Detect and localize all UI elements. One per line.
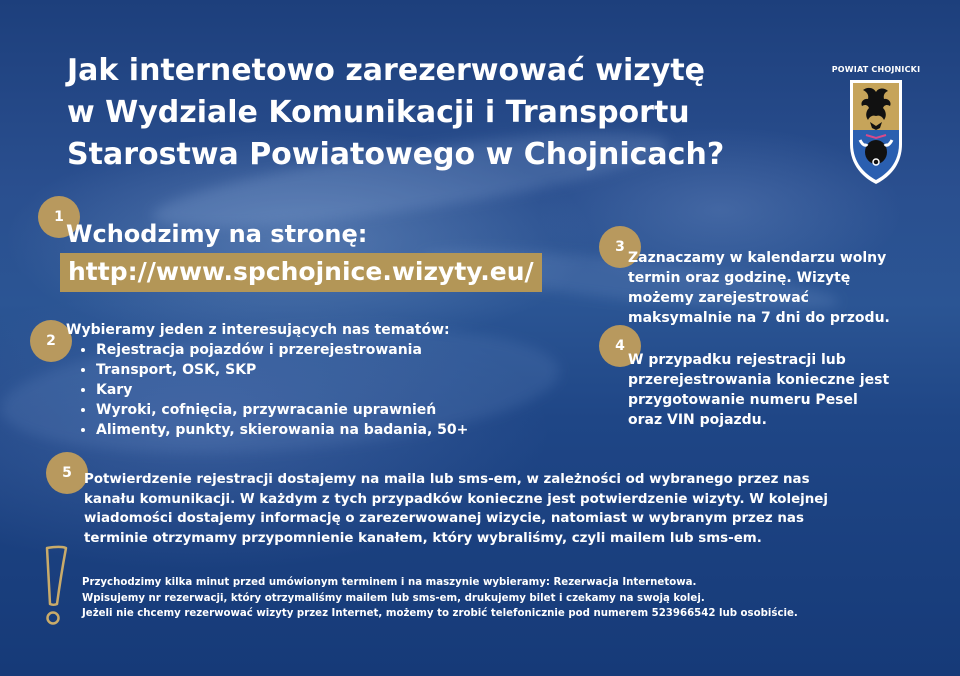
county-crest-icon (830, 78, 922, 186)
url-highlight-box (60, 253, 542, 292)
county-crest (830, 65, 922, 190)
step3-line: termin oraz godzinę. Wizytę (628, 270, 851, 286)
step5-line: terminie otrzymamy przypomnienie kanałem, który wybraliśmy, czyli mailem lub sms-em. (84, 530, 762, 546)
step2-intro: Wybieramy jeden z interesujących nas tematów: (66, 322, 450, 338)
list-item: • Rejestracja pojazdów i przerejestrowania (96, 340, 546, 360)
list-item: • Transport, OSK, SKP (96, 360, 546, 380)
list-item: • Wyroki, cofnięcia, przywracanie uprawnień (96, 400, 546, 420)
step-number: 4 (615, 338, 625, 354)
info-note (82, 575, 902, 622)
step5-block (84, 470, 874, 548)
step1-label: Wchodzimy na stronę: (66, 220, 368, 248)
step4-line: oraz VIN pojazdu. (628, 412, 767, 428)
list-item: • Alimenty, punkty, skierowania na badania, 50+ (96, 420, 546, 440)
step-number: 5 (62, 465, 72, 481)
crest-label: POWIAT CHOJNICKI (831, 65, 921, 74)
topic-list (66, 340, 546, 440)
step5-line: Potwierdzenie rejestracji dostajemy na maila lub sms-em, w zależności od wybranego przez nas (84, 472, 810, 487)
page-title (67, 50, 807, 176)
title-line: Jak internetowo zarezerwować wizytę (67, 53, 706, 88)
step-number-badge (46, 452, 88, 494)
step3-block (628, 248, 928, 328)
note-line: Jeżeli nie chcemy rezerwować wizyty przez Internet, możemy to zrobić telefonicznie pod numerem 523966542 lub osobiście. (82, 608, 798, 619)
step4-line: W przypadku rejestracji lub (628, 352, 846, 368)
step2-block (66, 320, 546, 440)
title-line: Starostwa Powiatowego w Chojnicach? (67, 137, 725, 172)
step4-line: przerejestrowania konieczne jest (628, 372, 890, 388)
website-url: http://www.spchojnice.wizyty.eu/ (68, 257, 534, 286)
step3-line: Zaznaczamy w kalendarzu wolny (628, 250, 887, 266)
title-line: w Wydziale Komunikacji i Transportu (67, 95, 690, 130)
step5-line: kanału komunikacji. W każdym z tych przypadków konieczne jest potwierdzenie wizyty. W kolejnej (84, 491, 828, 507)
step-number: 1 (54, 209, 64, 225)
note-line: Wpisujemy nr rezerwacji, który otrzymaliśmy mailem lub sms-em, drukujemy bilet i czekamy na swoją kolej. (82, 592, 705, 604)
note-line: Przychodzimy kilka minut przed umówionym terminem i na maszynie wybieramy: Rezerwacja Internetowa. (82, 577, 697, 588)
step5-line: wiadomości dostajemy informację o zarezerwowanej wizycie, natomiast w wybranym przez nas (84, 511, 804, 526)
step3-line: możemy zarejestrować (628, 290, 809, 306)
step4-line: przygotowanie numeru Pesel (628, 392, 858, 408)
step3-line: maksymalnie na 7 dni do przodu. (628, 310, 890, 326)
step4-block (628, 350, 928, 430)
step-number: 3 (615, 239, 625, 255)
step-number: 2 (46, 333, 56, 349)
list-item: • Kary (96, 380, 546, 400)
exclamation-icon (33, 544, 71, 630)
